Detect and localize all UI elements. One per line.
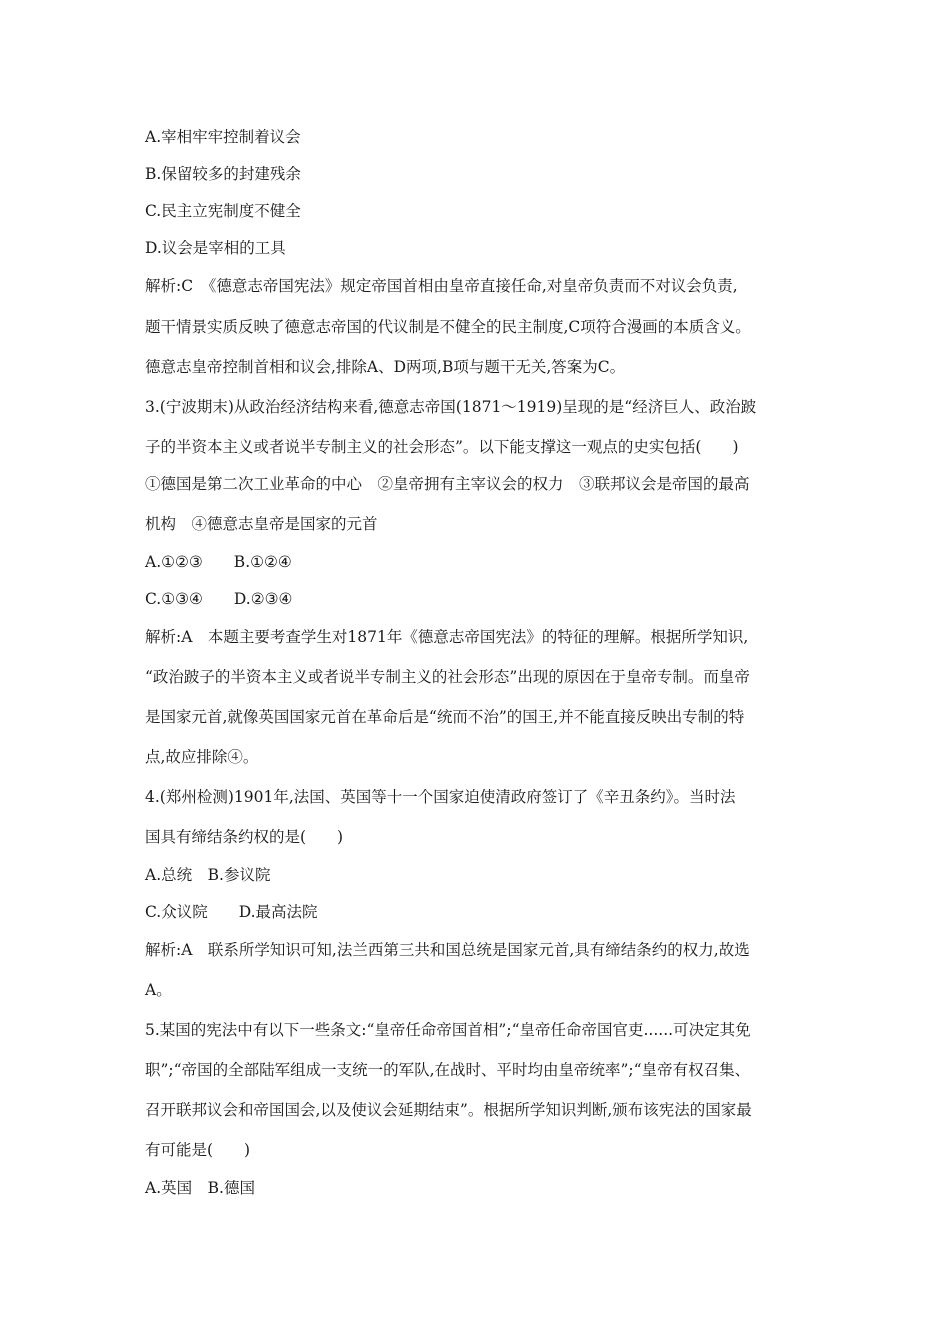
question-3-statements-line-1: ①德国是第二次工业革命的中心 ②皇帝拥有主宰议会的权力 ③联邦议会是帝国的最高	[145, 475, 750, 493]
question-3-statements-line-2: 机构 ④德意志皇帝是国家的元首	[145, 515, 378, 533]
question-4-line-2: 国具有缔结条约权的是( )	[145, 828, 344, 846]
question-3-line-1: 3.(宁波期末)从政治经济结构来看,德意志帝国(1871～1919)呈现的是“经济巨人、政治跛	[145, 398, 757, 416]
analysis-4-line-2: A。	[145, 981, 172, 999]
question-4-options-cd: C.众议院 D.最高法院	[145, 903, 318, 921]
analysis-2-line-2: 题干情景实质反映了德意志帝国的代议制是不健全的民主制度,C项符合漫画的本质含义。	[145, 318, 751, 336]
question-5-line-2: 职”;“帝国的全部陆军组成一支统一的军队,在战时、平时均由皇帝统率”;“皇帝有权召集、	[145, 1061, 751, 1079]
analysis-3-line-3: 是国家元首,就像英国国家元首在革命后是“统而不治”的国王,并不能直接反映出专制的特	[145, 708, 745, 726]
question-3-options-cd: C.①③④ D.②③④	[145, 590, 293, 608]
question-5-options-ab: A.英国 B.德国	[145, 1179, 255, 1197]
question-4-line-1: 4.(郑州检测)1901年,法国、英国等十一个国家迫使清政府签订了《辛丑条约》。当时法	[145, 788, 736, 806]
question-4-options-ab: A.总统 B.参议院	[145, 866, 271, 884]
question-5-line-3: 召开联邦议会和帝国国会,以及使议会延期结束”。根据所学知识判断,颁布该宪法的国家最	[145, 1101, 752, 1119]
option-b: B.保留较多的封建残余	[145, 165, 301, 183]
analysis-3-line-2: “政治跛子的半资本主义或者说半专制主义的社会形态”出现的原因在于皇帝专制。而皇帝	[145, 668, 750, 686]
option-a: A.宰相牢牢控制着议会	[145, 128, 301, 146]
question-3-options-ab: A.①②③ B.①②④	[145, 553, 292, 571]
analysis-2-line-1: 解析:C 《德意志帝国宪法》规定帝国首相由皇帝直接任命,对皇帝负责而不对议会负责,	[145, 277, 738, 295]
analysis-3-line-4: 点,故应排除④。	[145, 748, 259, 766]
question-3-line-2: 子的半资本主义或者说半专制主义的社会形态”。以下能支撑这一观点的史实包括( )	[145, 438, 739, 456]
analysis-2-line-3: 德意志皇帝控制首相和议会,排除A、D两项,B项与题干无关,答案为C。	[145, 358, 626, 376]
option-c: C.民主立宪制度不健全	[145, 202, 301, 220]
question-5-line-1: 5.某国的宪法中有以下一些条文:“皇帝任命帝国首相”;“皇帝任命帝国官吏......可决定其免	[145, 1021, 751, 1039]
analysis-3-line-1: 解析:A 本题主要考查学生对1871年《德意志帝国宪法》的特征的理解。根据所学知识,	[145, 628, 749, 646]
option-d: D.议会是宰相的工具	[145, 239, 286, 257]
analysis-4-line-1: 解析:A 联系所学知识可知,法兰西第三共和国总统是国家元首,具有缔结条约的权力,故选	[145, 941, 750, 959]
question-5-line-4: 有可能是( )	[145, 1141, 251, 1159]
